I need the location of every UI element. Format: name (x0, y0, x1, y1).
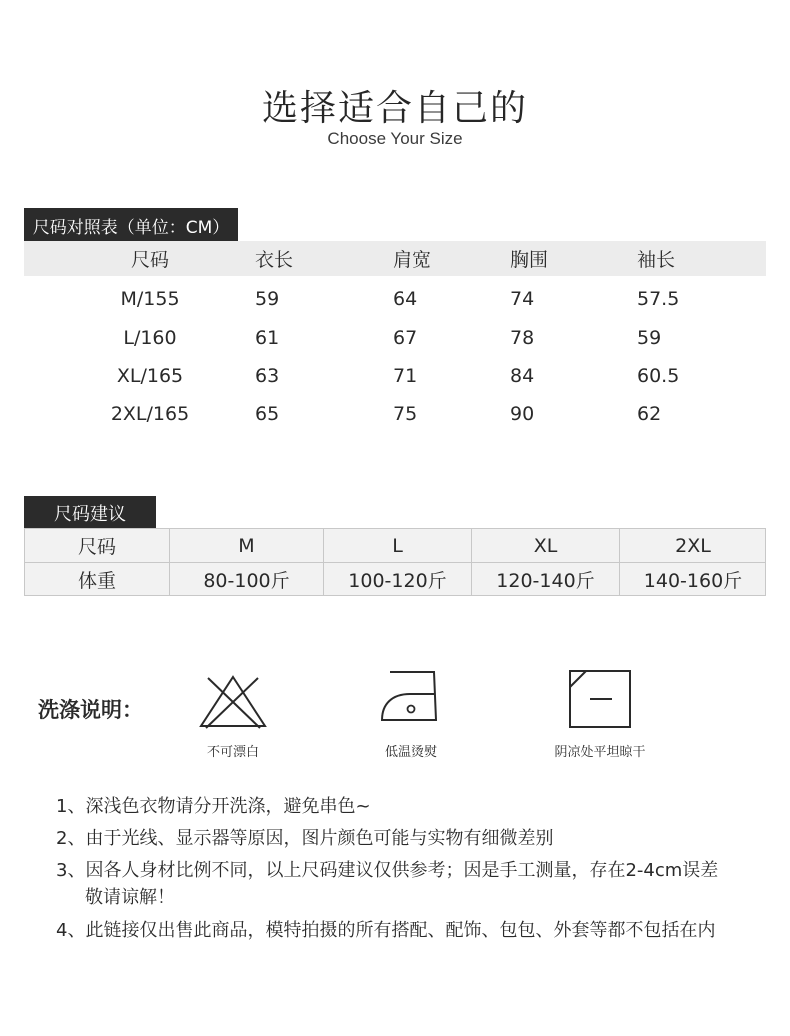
size-advice-tag: 尺码建议 (24, 496, 156, 529)
list-item: 2、由于光线、显示器等原因，图片颜色可能与实物有细微差别 (56, 828, 554, 849)
column-header: 胸围 (510, 249, 549, 271)
list-item: 1、深浅色衣物请分开洗涤，避免串色~ (56, 796, 371, 817)
icon-caption: 不可漂白 (206, 745, 259, 760)
table-row (25, 529, 765, 563)
icon-caption: 阴凉处平坦晾干 (554, 745, 646, 760)
table-cell: 120-140斤 (472, 563, 620, 596)
size-advice-table (24, 528, 766, 596)
no-bleach-icon (198, 674, 268, 730)
table-row (25, 563, 765, 596)
table-cell: 61 (255, 327, 280, 349)
low-iron-icon (378, 668, 442, 726)
table-cell: 57.5 (637, 288, 680, 310)
table-cell: XL/165 (116, 365, 184, 387)
dry-flat-shade-icon (568, 669, 632, 729)
table-cell: L/160 (123, 327, 177, 349)
list-item: 3、因各人身材比例不同，以上尺码建议仅供参考；因是手工测量，存在2-4cm误差 (56, 860, 719, 881)
icon-caption: 低温烫熨 (384, 745, 437, 760)
column-header: 袖长 (637, 249, 676, 271)
size-chart-header (24, 241, 766, 276)
page-title: 选择适合自己的 (261, 88, 528, 129)
list-item: 敬请谅解！ (85, 887, 175, 908)
table-cell: 59 (637, 327, 662, 349)
table-cell: 62 (637, 403, 662, 425)
table-row (24, 357, 766, 395)
column-header: 衣长 (255, 249, 294, 271)
table-cell: 74 (510, 288, 535, 310)
table-cell: 64 (393, 288, 418, 310)
table-cell: M (170, 529, 324, 562)
list-item: 4、此链接仅出售此商品，模特拍摄的所有搭配、配饰、包包、外套等都不包括在内 (56, 920, 716, 941)
column-header: 肩宽 (393, 249, 432, 271)
size-chart-tag: 尺码对照表（单位：CM） (24, 208, 238, 242)
table-cell: 84 (510, 365, 535, 387)
table-cell: M/155 (120, 288, 180, 310)
table-row (24, 395, 766, 433)
page-subtitle: Choose Your Size (327, 129, 463, 148)
table-cell: 63 (255, 365, 280, 387)
table-cell: 140-160斤 (643, 570, 743, 592)
table-cell: 90 (510, 403, 535, 425)
table-cell: 65 (255, 403, 280, 425)
table-cell: 59 (255, 288, 280, 310)
table-cell: 60.5 (637, 365, 680, 387)
table-cell: L (324, 529, 472, 562)
table-row (24, 319, 766, 357)
table-cell: 71 (393, 365, 418, 387)
table-cell: XL (472, 529, 620, 562)
table-cell: 80-100斤 (170, 563, 324, 596)
table-cell: 100-120斤 (324, 563, 472, 596)
table-cell: 2XL/165 (110, 403, 190, 425)
table-cell: 体重 (25, 563, 170, 596)
table-cell: 67 (393, 327, 418, 349)
column-header: 尺码 (130, 249, 169, 271)
washing-label: 洗涤说明： (38, 698, 143, 722)
table-cell: 2XL (675, 534, 711, 557)
table-row (24, 280, 766, 318)
table-cell: 尺码 (25, 529, 170, 562)
table-cell: 75 (393, 403, 418, 425)
table-cell: 78 (510, 327, 535, 349)
